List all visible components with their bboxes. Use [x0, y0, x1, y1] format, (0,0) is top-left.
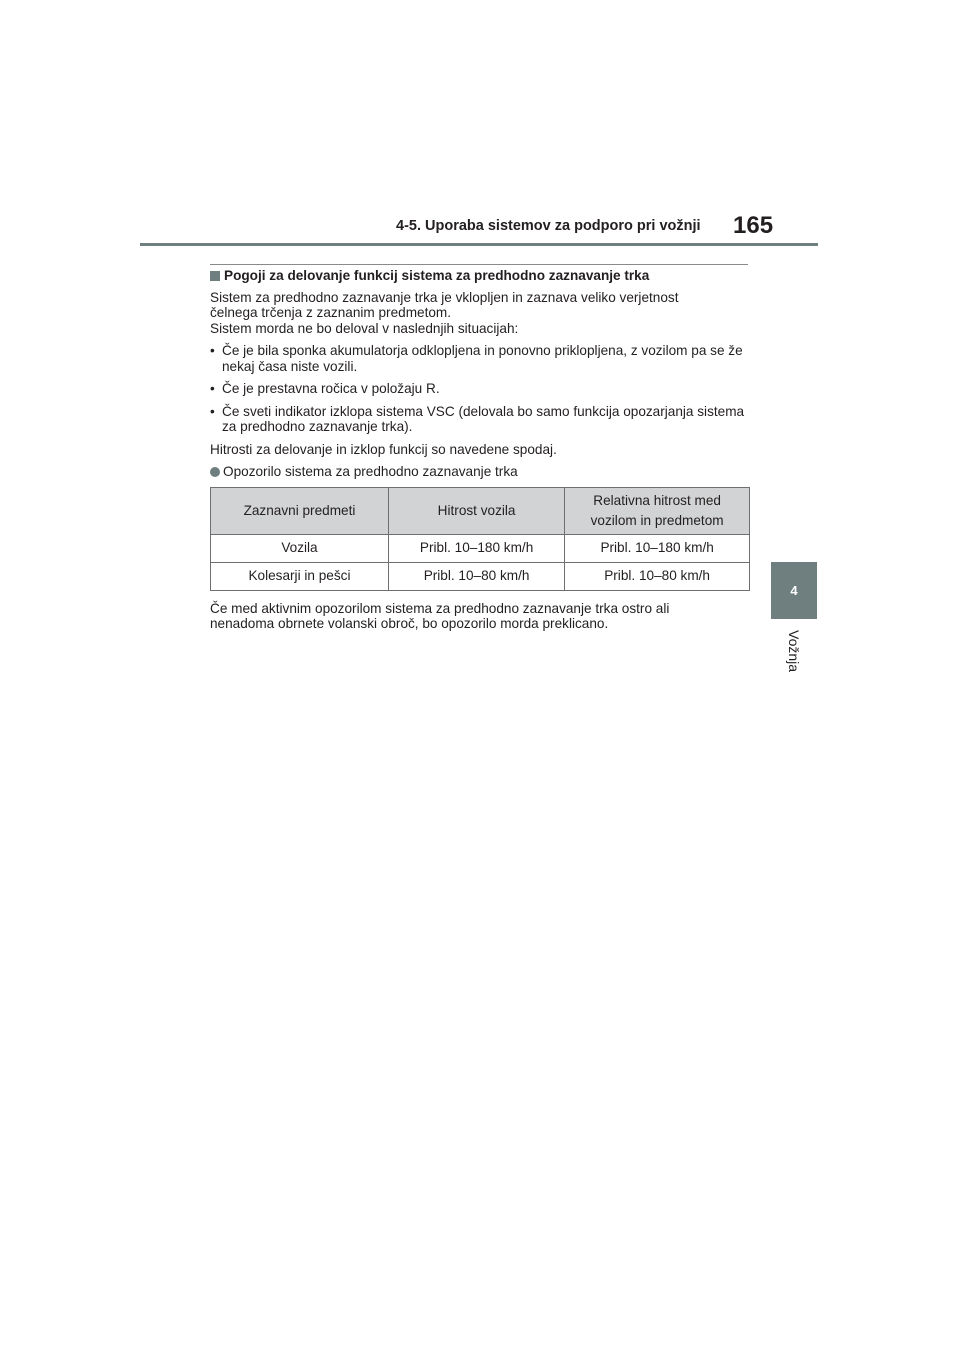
section-rule — [210, 264, 748, 265]
bullet-dot: • — [210, 381, 215, 396]
list-item — [210, 343, 755, 374]
table-header-cell: Zaznavni predmeti — [211, 487, 389, 534]
closing-line-2: nenadoma obrnete volanski obroč, bo opozorilo morda preklicano. — [210, 616, 609, 631]
warning-subheading-text: Opozorilo sistema za predhodno zaznavanje trka — [223, 464, 518, 479]
closing-line-1: Če med aktivnim opozorilom sistema za predhodno zaznavanje trka ostro ali — [210, 600, 670, 616]
table-header-cell: Relativna hitrost med vozilom in predmetom — [565, 487, 750, 534]
bullet-dot: • — [210, 403, 215, 419]
table-cell: Pribl. 10–180 km/h — [565, 534, 750, 562]
chapter-number: 4 — [790, 583, 798, 598]
section-heading-text: Pogoji za delovanje funkcij sistema za predhodno zaznavanje trka — [224, 268, 650, 283]
list-item — [210, 381, 755, 397]
square-bullet-icon — [210, 271, 220, 281]
table-cell: Pribl. 10–80 km/h — [565, 562, 750, 590]
list-item-text: Če je bila sponka akumulatorja odklopljena in ponovno priklopljena, z vozilom pa se že nekaj časa niste vozili. — [222, 343, 743, 374]
list-item — [210, 404, 755, 435]
speed-table — [210, 487, 750, 591]
situations-list — [210, 343, 755, 435]
table-row — [211, 534, 750, 562]
table-header-cell: Hitrost vozila — [388, 487, 564, 534]
section-heading — [210, 268, 755, 284]
table-row — [211, 562, 750, 590]
table-cell: Pribl. 10–180 km/h — [388, 534, 564, 562]
intro-line-2: čelnega trčenja z zaznanim predmetom. — [210, 305, 452, 320]
list-item-text: Če sveti indikator izklopa sistema VSC (delovala bo samo funkcija opozarjanja sistema za predhodno zaznavanje trka). — [222, 403, 745, 434]
warning-subheading — [210, 464, 755, 480]
content — [210, 268, 755, 632]
chapter-tab — [771, 562, 817, 619]
table-header-row — [211, 487, 750, 534]
table-cell: Kolesarji in pešci — [211, 562, 389, 590]
circle-bullet-icon — [210, 467, 220, 477]
list-item-text: Če je prestavna ročica v položaju R. — [222, 381, 440, 396]
bullet-dot: • — [210, 343, 215, 358]
chapter-label: Vožnja — [786, 630, 802, 673]
header-rule — [140, 243, 818, 246]
page-header-title: 4-5. Uporaba sistemov za podporo pri vožnji — [396, 218, 701, 234]
speeds-intro: Hitrosti za delovanje in izklop funkcij so navedene spodaj. — [210, 441, 557, 457]
intro-line-1: Sistem za predhodno zaznavanje trka je vklopljen in zaznava veliko verjetnost — [210, 289, 679, 305]
table-cell: Vozila — [211, 534, 389, 562]
table-cell: Pribl. 10–80 km/h — [388, 562, 564, 590]
page-number: 165 — [733, 212, 774, 239]
intro-line-3: Sistem morda ne bo deloval v naslednjih situacijah: — [210, 320, 519, 336]
